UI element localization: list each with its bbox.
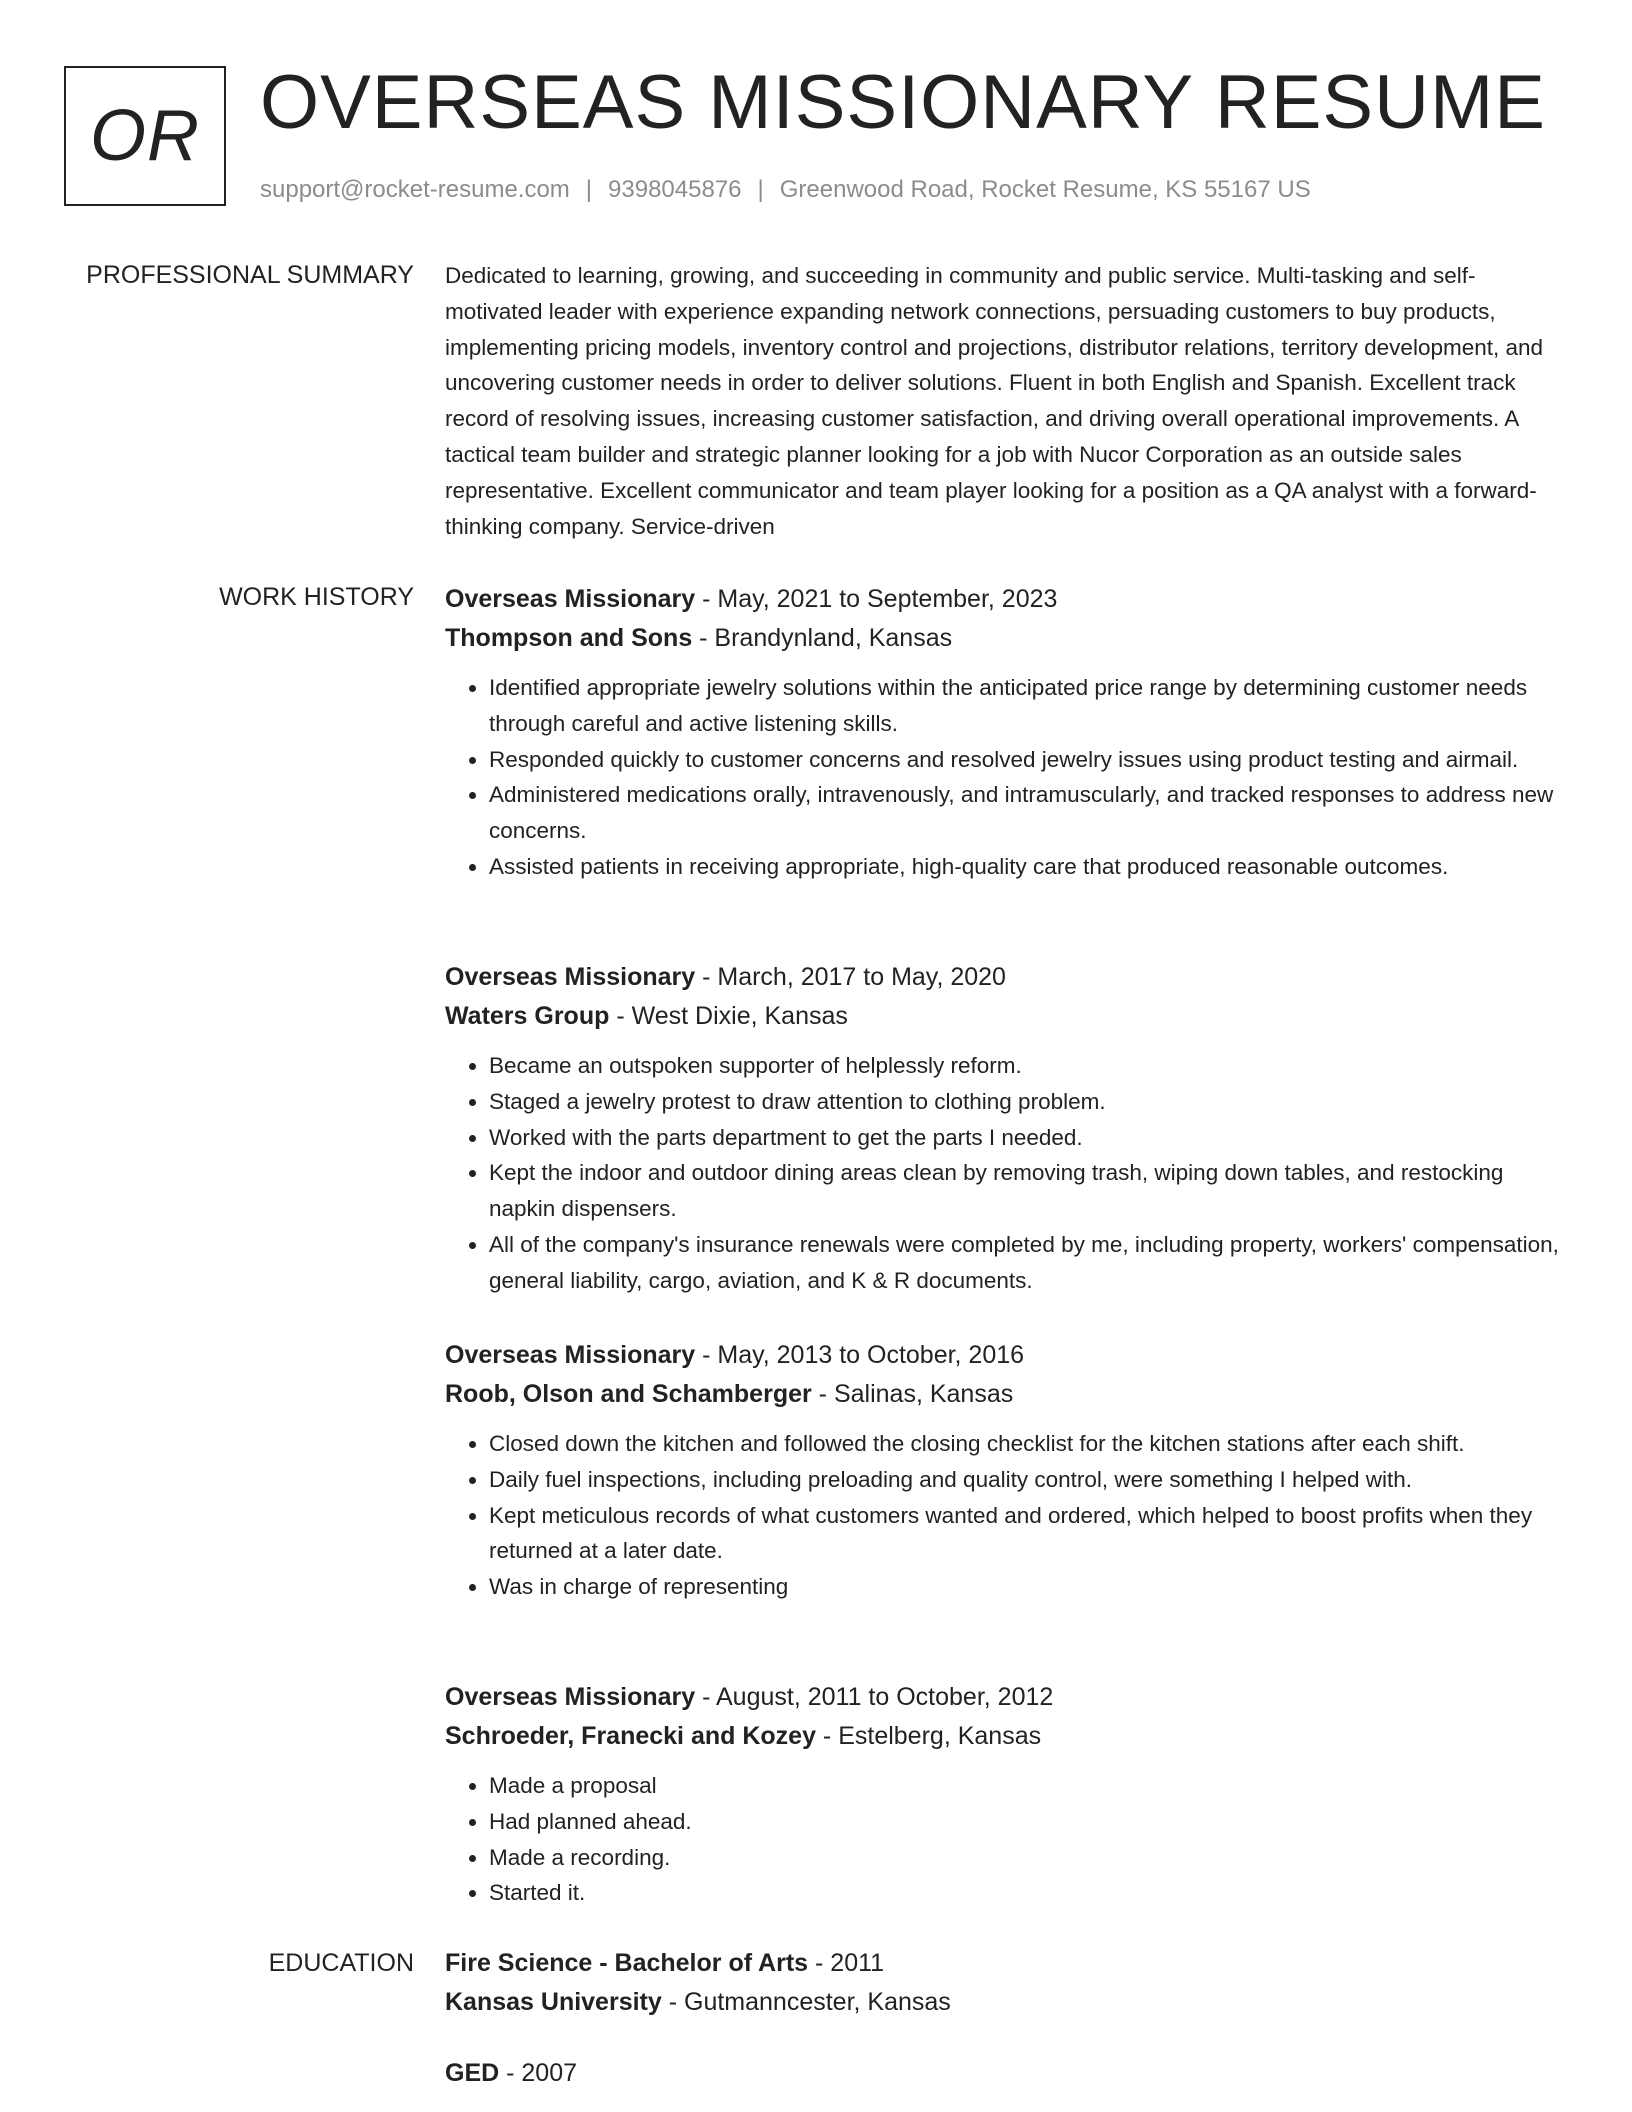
- contact-phone[interactable]: 9398045876: [608, 176, 742, 203]
- job-location: - Estelberg, Kansas: [815, 1722, 1042, 1750]
- job-dates: - May, 2013 to October, 2016: [695, 1341, 1025, 1369]
- section-label-education: EDUCATION: [268, 1949, 414, 1977]
- list-item: • Responded quickly to customer concerns and resolved jewelry issues using product testing and airmail.: [489, 742, 1565, 778]
- job-entry: [445, 958, 1565, 1299]
- list-item: • Assisted patients in receiving appropriate, high-quality care that produced reasonable outcomes.: [489, 849, 1565, 885]
- list-item: • Made a proposal: [489, 1768, 1565, 1804]
- job-location: - West Dixie, Kansas: [609, 1002, 848, 1030]
- contact-separator: |: [585, 176, 593, 203]
- job-bullets: [445, 1048, 1565, 1299]
- job-title: Overseas Missionary: [445, 1341, 696, 1369]
- job-bullets: [445, 1426, 1565, 1605]
- job-title-line: [445, 1678, 1565, 1717]
- job-entry: [445, 1336, 1565, 1605]
- job-entry: [445, 1678, 1565, 1911]
- list-item: • Was in charge of representing: [489, 1569, 1565, 1605]
- job-title-line: [445, 580, 1565, 619]
- job-company: Schroeder, Franecki and Kozey: [445, 1722, 816, 1750]
- list-item: • Closed down the kitchen and followed the closing checklist for the kitchen stations after each shift.: [489, 1426, 1565, 1462]
- list-item: • Started it.: [489, 1875, 1565, 1911]
- job-bullets: [445, 1768, 1565, 1911]
- education-degree-line: [445, 1944, 1565, 1983]
- job-title: Overseas Missionary: [445, 1683, 696, 1711]
- job-title-line: [445, 1336, 1565, 1375]
- contact-line: [260, 175, 1311, 205]
- job-company-line: [445, 619, 1565, 658]
- job-company: Roob, Olson and Schamberger: [445, 1380, 812, 1408]
- job-location: - Brandynland, Kansas: [692, 624, 953, 652]
- education-year: - 2007: [499, 2059, 578, 2087]
- education-year: - 2011: [808, 1949, 885, 1977]
- summary-text: Dedicated to learning, growing, and succeeding in community and public service. Multi-tasking and self-motivated leader with experience expanding network connections, persuading customers to buy products, implementing pricing models, inventory control and projections, distributor relations, territory development, and uncovering customer needs in order to deliver solutions. Fluent in both English and Spanish. Excellent track record of resolving issues, increasing customer satisfaction, and driving overall operational improvements. A tactical team builder and strategic planner looking for a job with Nucor Corporation as an outside sales representative. Excellent communicator and team player looking for a position as a QA analyst with a forward-thinking company. Service-driven: [445, 263, 1544, 539]
- list-item: • Daily fuel inspections, including preloading and quality control, were something I helped with.: [489, 1462, 1565, 1498]
- contact-separator: |: [757, 176, 764, 203]
- list-item: • Kept the indoor and outdoor dining areas clean by removing trash, wiping down tables, and restocking napkin dispensers.: [489, 1155, 1565, 1227]
- job-dates: - March, 2017 to May, 2020: [695, 963, 1006, 991]
- job-title-line: [445, 958, 1565, 997]
- list-item: • Kept meticulous records of what customers wanted and ordered, which helped to boost profits when they returned at a later date.: [489, 1498, 1565, 1570]
- job-company: Thompson and Sons: [445, 624, 693, 652]
- job-company: Waters Group: [445, 1002, 610, 1030]
- job-location: - Salinas, Kansas: [811, 1380, 1014, 1408]
- list-item: • Worked with the parts department to get the parts I needed.: [489, 1120, 1565, 1156]
- education-school: Kansas University: [445, 1988, 662, 2016]
- list-item: • Became an outspoken supporter of helplessly reform.: [489, 1048, 1565, 1084]
- contact-address: Greenwood Road, Rocket Resume, KS 55167 US: [779, 176, 1311, 203]
- job-bullets: [445, 670, 1565, 885]
- list-item: • All of the company's insurance renewals were completed by me, including property, workers' compensation, general liability, cargo, aviation, and K & R documents.: [489, 1227, 1565, 1299]
- job-title: Overseas Missionary: [445, 585, 696, 613]
- job-entry: [445, 580, 1565, 885]
- list-item: • Had planned ahead.: [489, 1804, 1565, 1840]
- list-item: • Staged a jewelry protest to draw attention to clothing problem.: [489, 1084, 1565, 1120]
- resume-title: OVERSEAS MISSIONARY RESUME: [260, 60, 1546, 145]
- education-degree: GED: [445, 2059, 500, 2087]
- summary-block: [445, 258, 1560, 544]
- list-item: • Made a recording.: [489, 1840, 1565, 1876]
- job-company-line: [445, 997, 1565, 1036]
- education-entry: [445, 1944, 1565, 2022]
- job-company-line: [445, 1717, 1565, 1756]
- education-school-line: [445, 1983, 1565, 2022]
- list-item: • Identified appropriate jewelry solutions within the anticipated price range by determining customer needs through careful and active listening skills.: [489, 670, 1565, 742]
- job-company-line: [445, 1375, 1565, 1414]
- monogram-logo: OR: [64, 66, 226, 206]
- job-dates: - August, 2011 to October, 2012: [695, 1683, 1054, 1711]
- list-item: • Administered medications orally, intravenously, and intramuscularly, and tracked responses to address new concerns.: [489, 777, 1565, 849]
- contact-email[interactable]: support@rocket-resume.com: [260, 176, 570, 203]
- section-label-summary: PROFESSIONAL SUMMARY: [86, 261, 414, 289]
- job-dates: - May, 2021 to September, 2023: [695, 585, 1058, 613]
- education-degree-line: [445, 2054, 1565, 2093]
- education-degree: Fire Science - Bachelor of Arts: [445, 1949, 809, 1977]
- education-entry: [445, 2054, 1565, 2093]
- section-label-work-history: WORK HISTORY: [219, 583, 414, 611]
- job-title: Overseas Missionary: [445, 963, 696, 991]
- education-location: - Gutmanncester, Kansas: [661, 1988, 951, 2016]
